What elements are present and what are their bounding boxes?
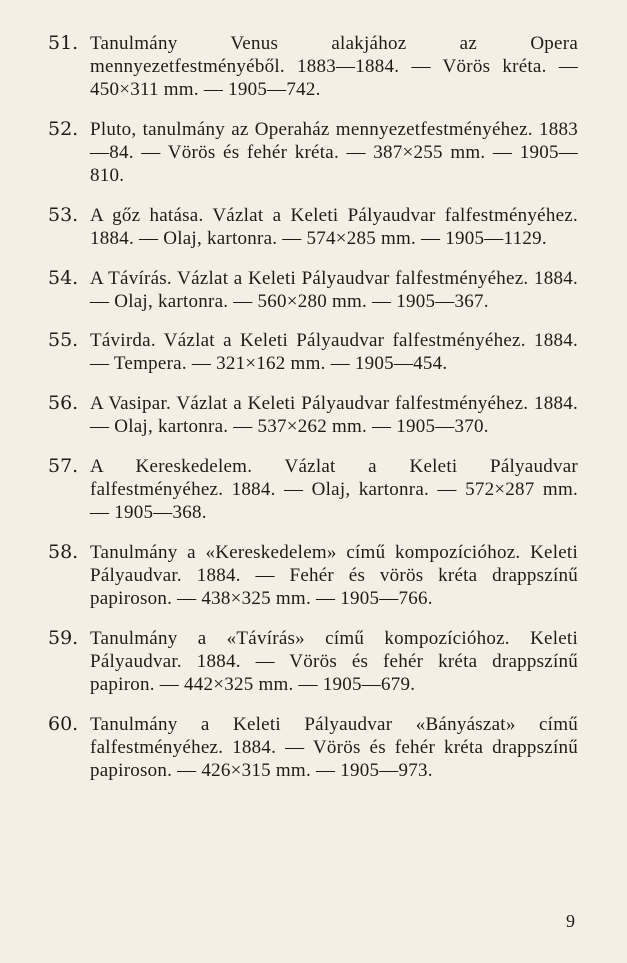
catalog-entry-56: [48, 392, 578, 438]
catalog-entry-58: [48, 541, 578, 610]
entry-number: 52.: [48, 117, 79, 140]
entry-text: Pluto, tanulmány az Operaház mennyezetfestményéhez. 1883—84. — Vörös és fehér kréta. — 387×255 mm. — 1905—810.: [90, 118, 578, 187]
entry-text: A Távírás. Vázlat a Keleti Pályaudvar falfestményéhez. 1884. — Olaj, kartonra. — 560×280 mm. — 1905—367.: [90, 267, 578, 312]
entry-text: A gőz hatása. Vázlat a Keleti Pályaudvar falfestményéhez. 1884. — Olaj, kartonra. — 574×285 mm. — 1905—1129.: [90, 204, 578, 249]
catalog-entry-57: [48, 455, 578, 524]
entry-number: 59.: [48, 626, 79, 649]
entry-number: 54.: [48, 266, 79, 289]
entry-text: Távirda. Vázlat a Keleti Pályaudvar falfestményéhez. 1884. — Tempera. — 321×162 mm. — 1905—454.: [90, 330, 578, 375]
entry-text: Tanulmány a «Távírás» című kompozícióhoz. Keleti Pályaudvar. 1884. — Vörös és fehér kréta drappszínű papiron. — 442×325 mm. — 1905—679.: [90, 627, 578, 695]
catalog-entry-59: [48, 627, 578, 696]
catalog-entry-53: [48, 204, 578, 250]
entry-text: A Vasipar. Vázlat a Keleti Pályaudvar falfestményéhez. 1884. — Olaj, kartonra. — 537×262 mm. — 1905—370.: [90, 393, 578, 438]
entry-text: Tanulmány Venus alakjához az Opera mennyezetfestményéből. 1883—1884. — Vörös kréta. — 450×311 mm. — 1905—742.: [90, 33, 578, 101]
entry-number: 60.: [48, 712, 79, 735]
catalog-entry-60: [48, 713, 578, 782]
entry-number: 51.: [48, 32, 79, 54]
catalog-entry-55: [48, 329, 578, 375]
entry-number: 57.: [48, 454, 79, 477]
entry-number: 58.: [48, 540, 79, 563]
entry-text: Tanulmány a «Kereskedelem» című kompozícióhoz. Keleti Pályaudvar. 1884. — Fehér és vörös kréta drappszínű papiroson. — 438×325 mm. — 1905—766.: [90, 541, 578, 609]
entry-number: 55.: [48, 329, 79, 352]
catalog-entry-52: [48, 118, 578, 187]
page-number: 9: [566, 911, 575, 931]
catalog-entry-54: [48, 267, 578, 313]
catalog-entry-51: [48, 32, 578, 101]
entry-number: 56.: [48, 392, 79, 415]
entry-text: Tanulmány a Keleti Pályaudvar «Bányászat» című falfestményéhez. 1884. — Vörös és fehér kréta drappszínű papiroson. — 426×315 mm. — 1905—973.: [90, 713, 578, 781]
entry-number: 53.: [48, 203, 79, 226]
catalog-entries: [48, 32, 578, 798]
entry-text: A Kereskedelem. Vázlat a Keleti Pályaudvar falfestményéhez. 1884. — Olaj, kartonra. — 572×287 mm. — 1905—368.: [90, 455, 578, 524]
